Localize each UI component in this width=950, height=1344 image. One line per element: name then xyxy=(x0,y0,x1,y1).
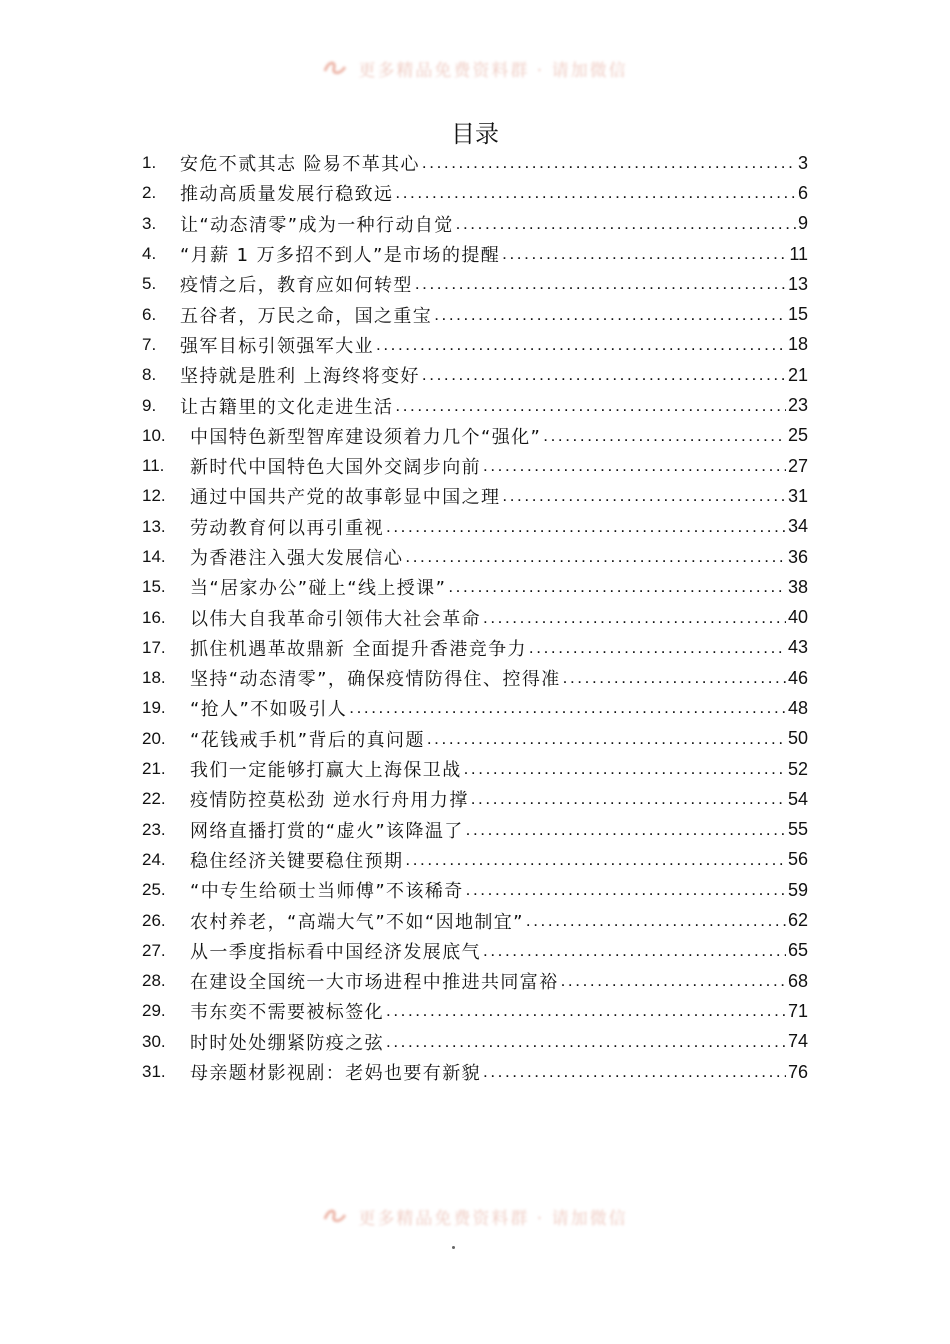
toc-entry-title: 稳住经济关键要稳住预期 xyxy=(190,850,404,872)
toc-entry-title: 母亲题材影视剧：老妈也要有新貌 xyxy=(190,1063,481,1085)
toc-entry-title: 从一季度指标看中国经济发展底气 xyxy=(190,941,481,963)
toc-entry[interactable] xyxy=(142,663,808,693)
toc-dot-leader xyxy=(466,880,786,900)
toc-entry-number: 3. xyxy=(142,213,157,233)
toc-entry-page: 50 xyxy=(787,728,808,749)
toc-entry-number: 27. xyxy=(142,940,166,960)
toc-entry-number: 18. xyxy=(142,668,166,688)
toc-list xyxy=(142,148,808,1087)
toc-entry-page: 21 xyxy=(787,364,808,385)
toc-entry-number: 21. xyxy=(142,759,166,779)
toc-entry[interactable] xyxy=(142,360,808,390)
toc-entry[interactable] xyxy=(142,936,808,966)
toc-dot-leader xyxy=(464,759,786,779)
toc-entry-title: 在建设全国统一大市场进程中推进共同富裕 xyxy=(190,972,559,994)
toc-entry-page: 62 xyxy=(787,910,808,931)
toc-entry-title: “月薪 1 万多招不到人”是市场的提醒 xyxy=(180,245,501,267)
toc-entry[interactable] xyxy=(142,390,808,420)
toc-entry-number: 5. xyxy=(142,274,157,294)
toc-entry[interactable] xyxy=(142,451,808,481)
toc-entry-page: 25 xyxy=(787,425,808,446)
toc-entry[interactable] xyxy=(142,754,808,784)
toc-entry[interactable] xyxy=(142,633,808,663)
toc-entry-number: 25. xyxy=(142,880,166,900)
watermark-text: 更多精品免费资料群 · 请加微信 xyxy=(358,1208,628,1229)
toc-entry-page: 18 xyxy=(787,334,808,355)
toc-entry-page: 55 xyxy=(787,819,808,840)
toc-entry-page: 48 xyxy=(787,697,808,718)
toc-entry-number: 29. xyxy=(142,1001,166,1021)
toc-entry-page: 34 xyxy=(787,516,808,537)
toc-dot-leader xyxy=(529,638,786,658)
toc-entry-page: 43 xyxy=(787,637,808,658)
toc-entry[interactable] xyxy=(142,178,808,208)
toc-entry[interactable] xyxy=(142,966,808,996)
toc-entry-title: 通过中国共产党的故事彰显中国之理 xyxy=(190,487,501,509)
toc-entry[interactable] xyxy=(142,784,808,814)
toc-entry[interactable] xyxy=(142,724,808,754)
toc-entry-page: 46 xyxy=(787,667,808,688)
toc-entry-title: 中国特色新型智库建设须着力几个“强化” xyxy=(190,426,542,448)
toc-entry[interactable] xyxy=(142,845,808,875)
watermark-logo-icon xyxy=(322,1207,348,1225)
toc-entry[interactable] xyxy=(142,421,808,451)
watermark-text: 更多精品免费资料群 · 请加微信 xyxy=(358,60,628,81)
toc-entry-title: “中专生给硕士当师傅”不该稀奇 xyxy=(190,881,464,903)
toc-entry-page: 6 xyxy=(797,182,808,203)
toc-dot-leader xyxy=(502,244,787,264)
toc-entry-number: 2. xyxy=(142,183,157,203)
toc-entry[interactable] xyxy=(142,299,808,329)
toc-entry-page: 13 xyxy=(787,273,808,294)
toc-dot-leader xyxy=(376,335,786,355)
toc-entry-page: 23 xyxy=(787,395,808,416)
toc-entry-number: 6. xyxy=(142,304,157,324)
toc-entry[interactable] xyxy=(142,148,808,178)
toc-entry-number: 4. xyxy=(142,244,157,264)
toc-entry-title: 韦东奕不需要被标签化 xyxy=(190,1002,384,1024)
toc-entry-page: 74 xyxy=(787,1031,808,1052)
toc-dot-leader xyxy=(422,153,796,173)
toc-entry[interactable] xyxy=(142,1057,808,1087)
toc-entry-page: 36 xyxy=(787,546,808,567)
toc-dot-leader xyxy=(563,668,786,688)
toc-entry-title: 抓住机遇革故鼎新 全面提升香港竞争力 xyxy=(190,638,527,660)
toc-entry-number: 12. xyxy=(142,486,166,506)
toc-dot-leader xyxy=(395,396,786,416)
toc-entry-number: 9. xyxy=(142,395,157,415)
toc-dot-leader xyxy=(422,365,786,385)
toc-dot-leader xyxy=(395,183,796,203)
toc-entry-title: 让古籍里的文化走进生活 xyxy=(180,396,394,418)
toc-title: 目录 xyxy=(451,120,499,148)
toc-entry-title: 为香港注入强大发展信心 xyxy=(190,548,404,569)
toc-entry-number: 15. xyxy=(142,577,166,597)
toc-dot-leader xyxy=(483,456,786,476)
toc-entry-title: 当“居家办公”碰上“线上授课” xyxy=(190,578,447,600)
toc-entry[interactable] xyxy=(142,693,808,723)
toc-entry[interactable] xyxy=(142,239,808,269)
toc-entry-title: 坚持“动态清零”，确保疫情防得住、控得准 xyxy=(190,669,561,691)
toc-entry[interactable] xyxy=(142,996,808,1026)
toc-dot-leader xyxy=(386,1032,786,1052)
toc-entry-title: 推动高质量发展行稳致远 xyxy=(180,184,394,206)
toc-dot-leader xyxy=(456,214,796,234)
toc-dot-leader xyxy=(405,547,786,567)
toc-dot-leader xyxy=(483,608,786,628)
toc-entry-page: 68 xyxy=(787,970,808,991)
toc-dot-leader xyxy=(526,911,786,931)
toc-entry-title: 疫情防控莫松劲 逆水行舟用力撑 xyxy=(190,790,469,812)
toc-entry[interactable] xyxy=(142,815,808,845)
toc-entry[interactable] xyxy=(142,481,808,511)
toc-entry-number: 28. xyxy=(142,971,166,991)
toc-entry-title: 时时处处绷紧防疫之弦 xyxy=(190,1032,384,1054)
toc-entry-number: 8. xyxy=(142,365,157,385)
toc-entry-page: 9 xyxy=(797,213,808,234)
toc-entry-title: 新时代中国特色大国外交阔步向前 xyxy=(190,457,481,479)
toc-entry-page: 52 xyxy=(787,758,808,779)
toc-dot-leader xyxy=(349,698,786,718)
toc-entry-number: 20. xyxy=(142,728,166,748)
toc-entry-page: 71 xyxy=(787,1000,808,1021)
page-marker xyxy=(452,1246,455,1249)
toc-entry-number: 10. xyxy=(142,425,166,445)
toc-entry-page: 11 xyxy=(789,243,808,264)
toc-entry-title: 劳动教育何以再引重视 xyxy=(190,517,384,539)
toc-entry-number: 19. xyxy=(142,698,166,718)
toc-entry-number: 30. xyxy=(142,1031,166,1051)
toc-entry-number: 24. xyxy=(142,849,166,869)
toc-entry-title: 网络直播打赏的“虚火”该降温了 xyxy=(190,820,464,842)
toc-entry-title: “花钱戒手机”背后的真问题 xyxy=(190,729,425,751)
toc-entry-title: 强军目标引领强军大业 xyxy=(180,335,374,357)
toc-entry-title: “抢人”不如吸引人 xyxy=(190,699,348,721)
header-watermark xyxy=(0,56,950,80)
toc-entry-number: 13. xyxy=(142,516,166,536)
toc-entry-page: 3 xyxy=(797,152,808,173)
toc-entry-page: 15 xyxy=(787,304,808,325)
toc-entry-number: 17. xyxy=(142,637,166,657)
toc-entry-title: 让“动态清零”成为一种行动自觉 xyxy=(180,214,454,236)
toc-dot-leader xyxy=(502,486,786,506)
toc-dot-leader xyxy=(415,274,786,294)
toc-entry-number: 11. xyxy=(142,456,165,476)
toc-entry-page: 76 xyxy=(787,1061,808,1082)
toc-dot-leader xyxy=(466,820,786,840)
toc-dot-leader xyxy=(405,850,786,870)
toc-entry-title: 农村养老，“高端大气”不如“因地制宜” xyxy=(190,911,524,933)
toc-entry-page: 40 xyxy=(787,607,808,628)
toc-entry[interactable] xyxy=(142,209,808,239)
toc-entry[interactable] xyxy=(142,542,808,572)
toc-entry[interactable] xyxy=(142,512,808,542)
toc-entry-title: 疫情之后，教育应如何转型 xyxy=(180,275,413,297)
toc-entry[interactable] xyxy=(142,572,808,602)
toc-entry-number: 1. xyxy=(142,153,157,173)
toc-dot-leader xyxy=(448,577,786,597)
toc-entry-title: 五谷者，万民之命，国之重宝 xyxy=(180,305,433,327)
toc-dot-leader xyxy=(386,1001,786,1021)
toc-entry-title: 我们一定能够打赢大上海保卫战 xyxy=(190,760,462,782)
toc-entry-number: 14. xyxy=(142,547,166,566)
toc-entry-page: 59 xyxy=(787,879,808,900)
toc-entry-page: 38 xyxy=(787,576,808,597)
toc-entry-title: 坚持就是胜利 上海终将变好 xyxy=(180,366,420,388)
toc-dot-leader xyxy=(427,729,786,749)
toc-entry[interactable] xyxy=(142,269,808,299)
toc-entry-number: 22. xyxy=(142,789,166,809)
footer-watermark xyxy=(0,1204,950,1228)
toc-entry-page: 56 xyxy=(787,849,808,870)
toc-entry[interactable] xyxy=(142,875,808,905)
toc-entry-number: 7. xyxy=(142,334,157,354)
toc-dot-leader xyxy=(483,941,786,961)
toc-entry[interactable] xyxy=(142,330,808,360)
toc-entry-number: 16. xyxy=(142,607,166,627)
toc-entry[interactable] xyxy=(142,905,808,935)
toc-dot-leader xyxy=(561,971,786,991)
toc-entry-title: 以伟大自我革命引领伟大社会革命 xyxy=(190,608,481,630)
toc-dot-leader xyxy=(483,1062,786,1082)
toc-dot-leader xyxy=(434,305,786,325)
toc-dot-leader xyxy=(386,517,786,537)
toc-entry-title: 安危不贰其志 险易不革其心 xyxy=(180,154,420,176)
toc-entry-page: 27 xyxy=(787,455,808,476)
toc-entry-page: 65 xyxy=(787,940,808,961)
watermark-logo-icon xyxy=(322,59,348,77)
toc-entry-number: 31. xyxy=(142,1062,166,1082)
toc-dot-leader xyxy=(543,426,786,446)
toc-entry[interactable] xyxy=(142,602,808,632)
toc-entry-number: 26. xyxy=(142,910,166,930)
toc-entry[interactable] xyxy=(142,1027,808,1057)
toc-entry-page: 54 xyxy=(787,788,808,809)
toc-entry-page: 31 xyxy=(787,485,808,506)
toc-entry-number: 23. xyxy=(142,819,166,839)
toc-dot-leader xyxy=(471,789,786,809)
